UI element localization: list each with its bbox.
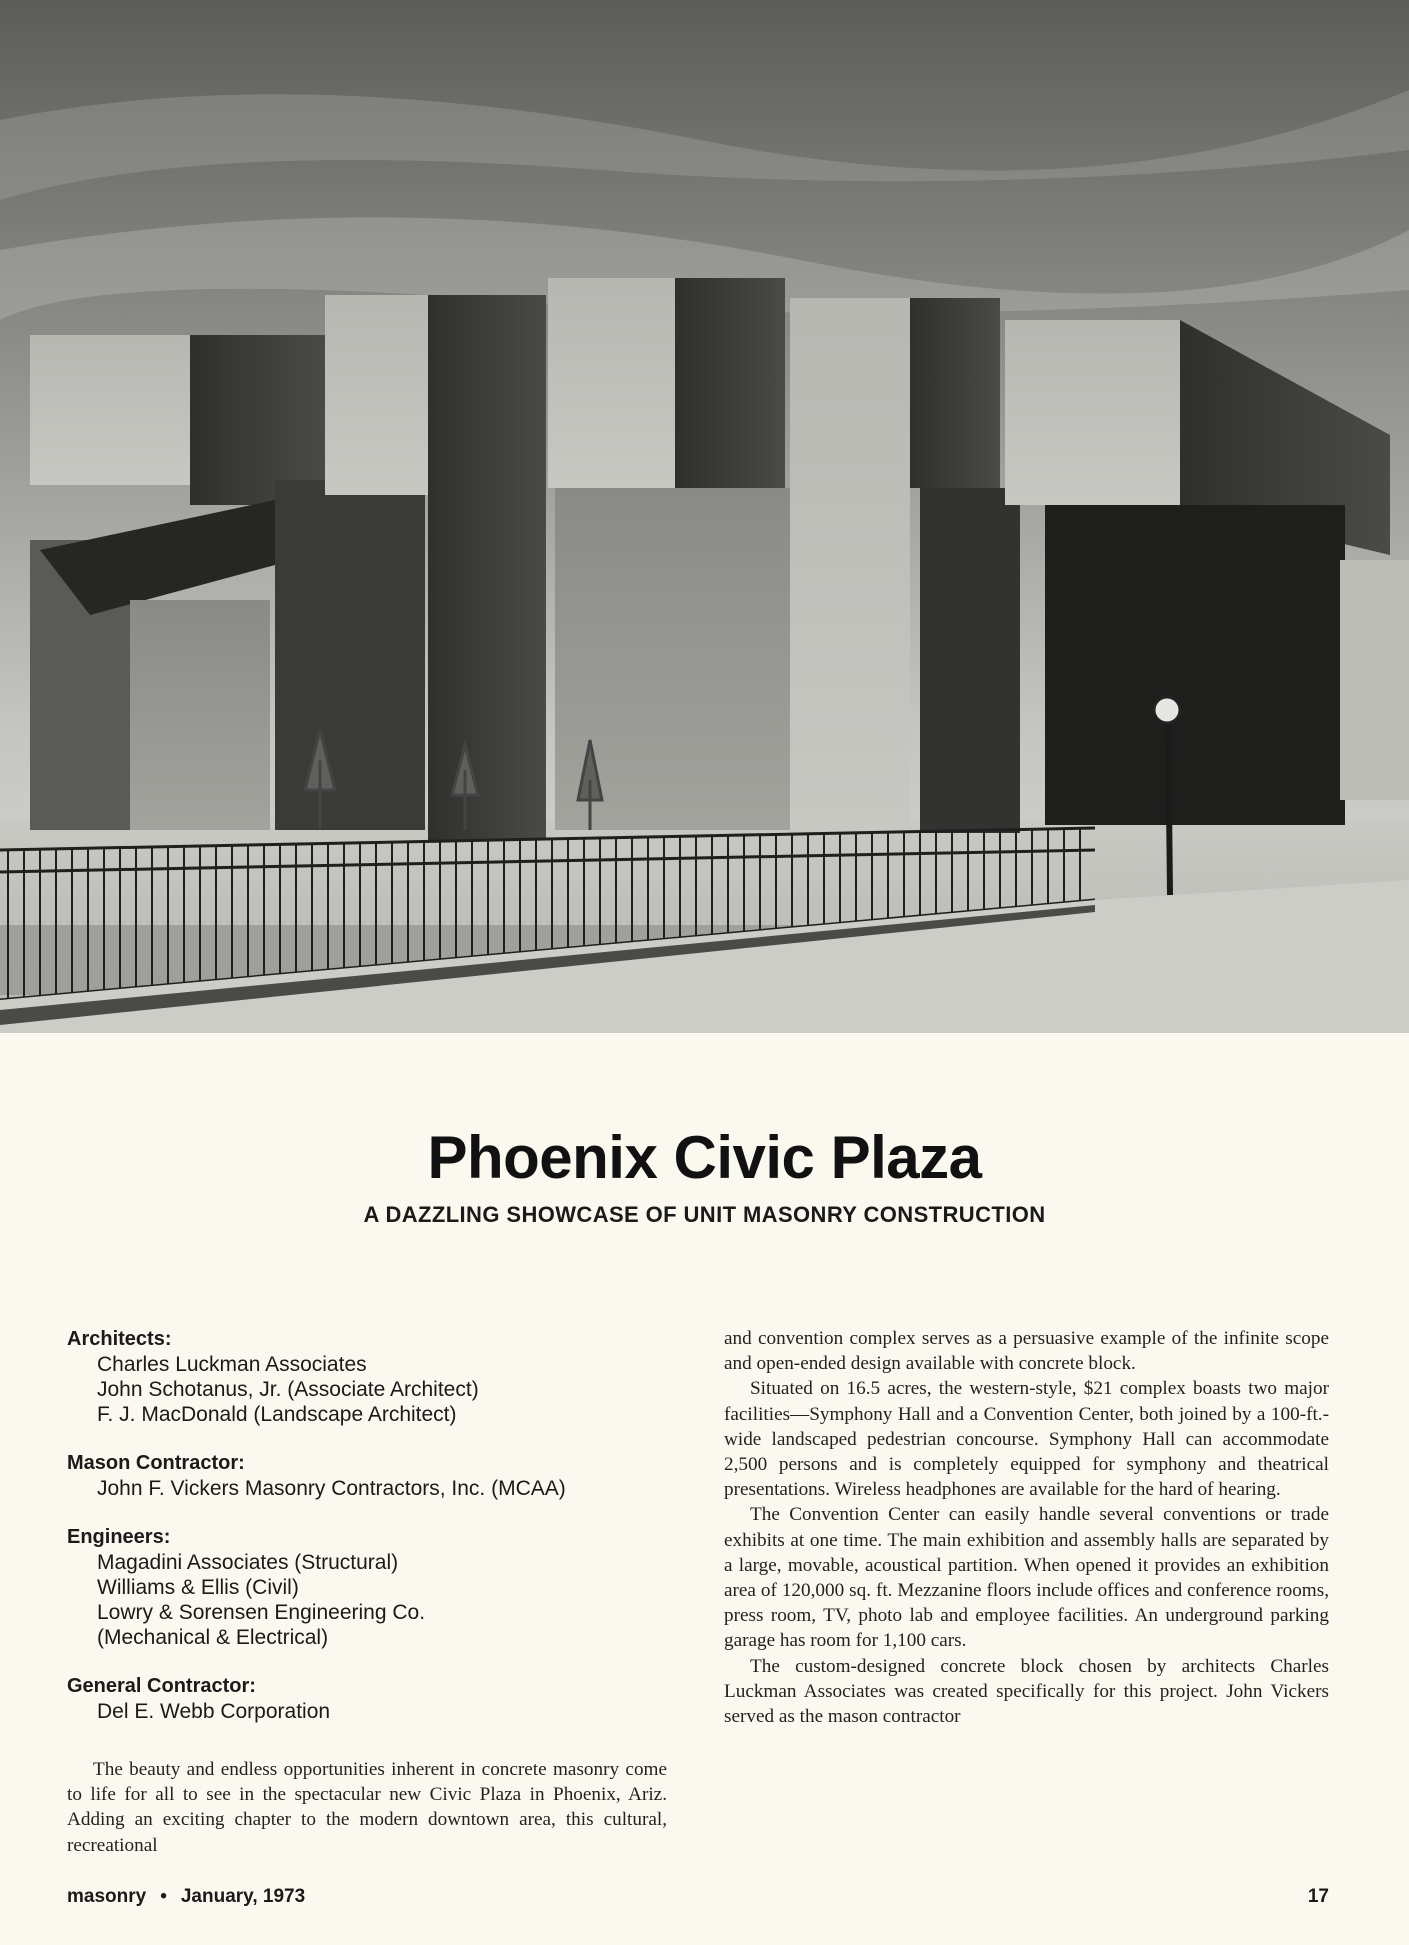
building-block [1045, 505, 1345, 825]
footer-issue: January, 1973 [180, 1886, 306, 1907]
building-block [275, 480, 425, 830]
credit-group-engineers [67, 1524, 687, 1650]
credit-line: John F. Vickers Masonry Contractors, Inc. (MCAA) [97, 1477, 566, 1500]
credit-group-architects [67, 1326, 687, 1427]
building-block [790, 298, 910, 833]
credit-heading: General Contractor: [67, 1675, 256, 1697]
credit-heading: Mason Contractor: [67, 1452, 245, 1474]
credit-line: (Mechanical & Electrical) [97, 1626, 329, 1649]
building-block [1340, 560, 1409, 800]
body-paragraph: Situated on 16.5 acres, the western-style, $21 complex boasts two major facilities—Symphony Hall and a Convention Center, both joined by a 100-ft.-wide landscaped pedestrian concourse. Symphony Hall can accommodate 2,500 persons and is completely equipped for symphony and theatrical presentations. Wireless headphones are available for the hard of hearing. [724, 1378, 1329, 1501]
credit-line: Magadini Associates (Structural) [97, 1551, 399, 1574]
credit-line: Lowry & Sorensen Engineering Co. [97, 1601, 426, 1624]
article-subtitle: A DAZZLING SHOWCASE OF UNIT MASONRY CONSTRUCTION [363, 1202, 1046, 1227]
body-paragraph: The custom-designed concrete block chosen by architects Charles Luckman Associates was created specifically for this project. John Vickers served as the mason contractor [724, 1655, 1329, 1728]
body-right-column [724, 1326, 1329, 1729]
building-block [920, 488, 1020, 833]
credit-heading: Architects: [67, 1328, 172, 1350]
body-paragraph: The beauty and endless opportunities inherent in concrete masonry come to life for all to see in the spectacular new Civic Plaza in Phoenix, Ariz. Adding an exciting chapter to the modern downtown area, this cultural, recreational [67, 1759, 667, 1856]
building-block [190, 335, 325, 505]
body-left-column [67, 1757, 667, 1858]
lamp-head [1154, 697, 1180, 723]
building-block [1005, 320, 1180, 505]
page-number: 17 [1307, 1886, 1329, 1907]
credit-line: F. J. MacDonald (Landscape Architect) [97, 1403, 457, 1426]
credit-group-mason-contractor [67, 1450, 687, 1501]
credit-line: Williams & Ellis (Civil) [97, 1576, 299, 1599]
article-title: Phoenix Civic Plaza [427, 1124, 982, 1191]
credits-list [67, 1326, 687, 1747]
building-block [548, 278, 678, 488]
lamp-post [1168, 710, 1170, 895]
credit-line: Charles Luckman Associates [97, 1353, 367, 1376]
body-paragraph: and convention complex serves as a persuasive example of the infinite scope and open-ended design available with concrete block. [724, 1328, 1329, 1375]
credit-line: John Schotanus, Jr. (Associate Architect) [97, 1378, 479, 1401]
credit-line: Del E. Webb Corporation [97, 1700, 331, 1723]
building-block [428, 295, 546, 840]
credit-group-general-contractor [67, 1673, 687, 1724]
building-block [325, 295, 430, 495]
building-block [675, 278, 785, 488]
body-paragraph: The Convention Center can easily handle several conventions or trade exhibits at one time. The main exhibition and assembly halls are separated by a large, movable, acoustical partition. When opened it provides an exhibition area of 120,000 sq. ft. Mezzanine floors include offices and conference rooms, press room, TV, photo lab and employee facilities. An underground parking garage has room for 1,100 cars. [724, 1504, 1329, 1652]
credit-heading: Engineers: [67, 1526, 171, 1548]
page-footer [67, 1886, 1329, 1912]
building-block [910, 298, 1000, 488]
footer-publication [67, 1886, 305, 1908]
footer-magazine: masonry [67, 1886, 147, 1907]
footer-bullet: • [160, 1886, 167, 1907]
building-block [30, 335, 190, 485]
building-block [130, 600, 270, 830]
